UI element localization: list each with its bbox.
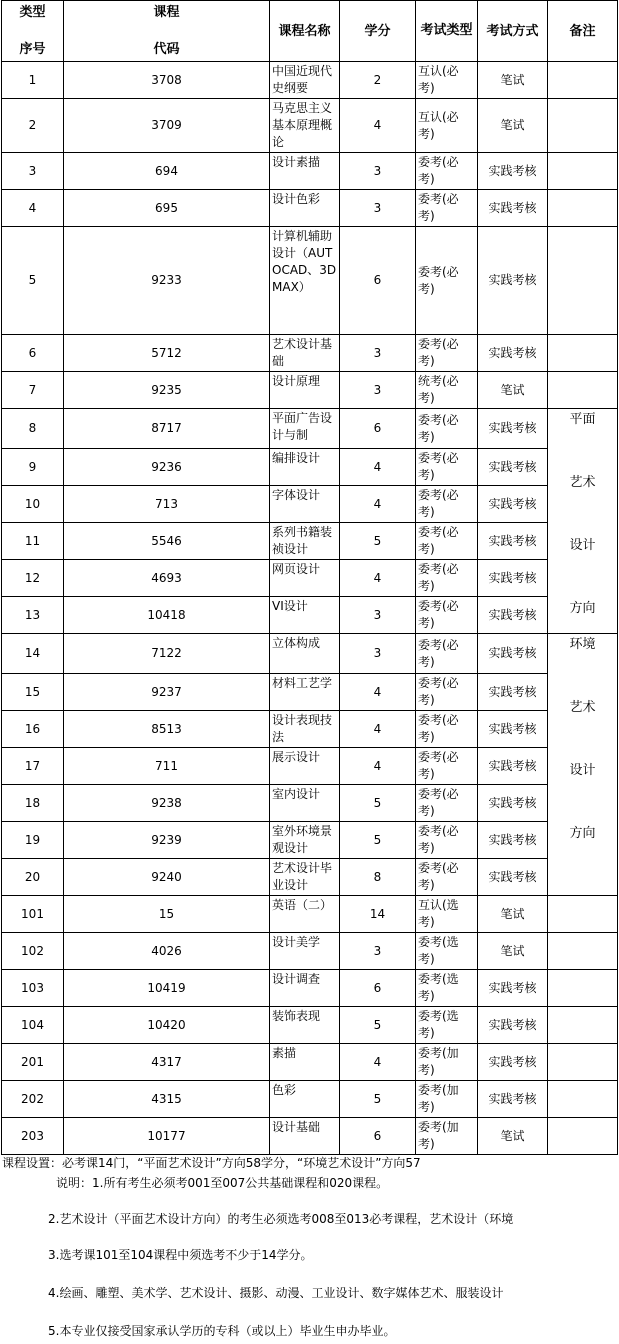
row-code: 9239 (64, 822, 270, 859)
row-course-name: 设计美学 (270, 933, 340, 970)
row-code: 10419 (64, 970, 270, 1007)
header-code (64, 1, 270, 62)
header-row (2, 1, 618, 62)
row-exam-type: 委考(必考) (416, 153, 478, 190)
row-code: 9240 (64, 859, 270, 896)
row-credit: 4 (340, 486, 416, 523)
row-seq: 12 (2, 560, 64, 597)
row-course-name: 设计调查 (270, 970, 340, 1007)
row-remark (548, 1007, 618, 1044)
row-code: 4693 (64, 560, 270, 597)
row-exam-mode: 实践考核 (478, 711, 548, 748)
row-credit: 6 (340, 227, 416, 335)
row-credit: 4 (340, 449, 416, 486)
row-credit: 3 (340, 153, 416, 190)
row-exam-type: 委考(必考) (416, 523, 478, 560)
row-remark (548, 970, 618, 1007)
row-credit: 5 (340, 1007, 416, 1044)
remark-word: 设计 (569, 538, 596, 553)
remark-graphic-design (548, 409, 618, 634)
table-row (2, 486, 618, 523)
table-row (2, 560, 618, 597)
row-remark (548, 227, 618, 335)
table-row (2, 1007, 618, 1044)
row-code: 5546 (64, 523, 270, 560)
header-code-label-1: 课程 (153, 5, 180, 20)
row-remark (548, 62, 618, 99)
row-seq: 103 (2, 970, 64, 1007)
row-code: 713 (64, 486, 270, 523)
row-course-name: 材料工艺学 (270, 674, 340, 711)
table-row (2, 190, 618, 227)
row-exam-type: 委考(必考) (416, 674, 478, 711)
row-code: 9235 (64, 372, 270, 409)
course-rows (2, 62, 618, 1155)
row-exam-type: 委考(必考) (416, 335, 478, 372)
row-exam-mode: 实践考核 (478, 486, 548, 523)
table-row (2, 896, 618, 933)
row-course-name: 设计原理 (270, 372, 340, 409)
row-exam-mode: 实践考核 (478, 785, 548, 822)
row-exam-type: 委考(必考) (416, 409, 478, 449)
row-remark (548, 190, 618, 227)
row-remark (548, 933, 618, 970)
row-remark (548, 1118, 618, 1155)
row-seq: 202 (2, 1081, 64, 1118)
row-exam-mode: 实践考核 (478, 970, 548, 1007)
row-course-name: 艺术设计基础 (270, 335, 340, 372)
row-exam-mode: 笔试 (478, 62, 548, 99)
row-seq: 20 (2, 859, 64, 896)
table-row (2, 1081, 618, 1118)
row-credit: 8 (340, 859, 416, 896)
row-exam-mode: 实践考核 (478, 335, 548, 372)
row-exam-mode: 实践考核 (478, 1044, 548, 1081)
row-credit: 3 (340, 335, 416, 372)
row-seq: 10 (2, 486, 64, 523)
remark-word: 方向 (569, 826, 596, 841)
table-row (2, 822, 618, 859)
row-seq: 8 (2, 409, 64, 449)
row-seq: 101 (2, 896, 64, 933)
remark-word: 设计 (569, 763, 596, 778)
row-exam-type: 互认(必考) (416, 99, 478, 153)
row-course-name: 中国近现代史纲要 (270, 62, 340, 99)
row-exam-type: 委考(必考) (416, 560, 478, 597)
row-seq: 201 (2, 1044, 64, 1081)
row-code: 10177 (64, 1118, 270, 1155)
row-seq: 7 (2, 372, 64, 409)
row-seq: 15 (2, 674, 64, 711)
row-credit: 14 (340, 896, 416, 933)
row-course-name: 素描 (270, 1044, 340, 1081)
table-row (2, 1118, 618, 1155)
row-exam-type: 委考(选考) (416, 933, 478, 970)
row-code: 9237 (64, 674, 270, 711)
row-remark (548, 335, 618, 372)
remark-word: 方向 (569, 601, 596, 616)
row-exam-type: 委考(必考) (416, 597, 478, 634)
row-seq: 6 (2, 335, 64, 372)
row-code: 4315 (64, 1081, 270, 1118)
row-credit: 3 (340, 597, 416, 634)
row-credit: 4 (340, 748, 416, 785)
row-remark (548, 1081, 618, 1118)
row-course-name: 展示设计 (270, 748, 340, 785)
row-course-name: 系列书籍装祯设计 (270, 523, 340, 560)
row-remark (548, 1044, 618, 1081)
row-exam-mode: 实践考核 (478, 859, 548, 896)
row-exam-type: 委考(必考) (416, 822, 478, 859)
remark-word: 平面 (569, 412, 596, 427)
remark-word: 环境 (569, 637, 596, 652)
row-exam-type: 委考(必考) (416, 227, 478, 335)
table-row (2, 933, 618, 970)
row-seq: 19 (2, 822, 64, 859)
row-code: 9233 (64, 227, 270, 335)
row-exam-mode: 笔试 (478, 1118, 548, 1155)
row-course-name: 设计基础 (270, 1118, 340, 1155)
row-course-name: 设计表现技法 (270, 711, 340, 748)
header-course-name: 课程名称 (270, 1, 340, 62)
course-table (1, 0, 618, 1155)
row-code: 10420 (64, 1007, 270, 1044)
row-remark (548, 153, 618, 190)
row-credit: 4 (340, 711, 416, 748)
row-exam-mode: 实践考核 (478, 634, 548, 674)
row-exam-mode: 实践考核 (478, 748, 548, 785)
row-code: 9236 (64, 449, 270, 486)
header-type-label: 类型 (19, 5, 46, 20)
row-exam-mode: 实践考核 (478, 409, 548, 449)
header-code-label-2: 代码 (153, 42, 180, 57)
row-code: 9238 (64, 785, 270, 822)
row-remark (548, 896, 618, 933)
row-credit: 5 (340, 822, 416, 859)
row-exam-type: 委考(必考) (416, 859, 478, 896)
row-code: 3708 (64, 62, 270, 99)
table-row (2, 409, 618, 449)
header-exam-type: 考试类型 (416, 1, 478, 62)
row-exam-type: 委考(必考) (416, 449, 478, 486)
row-exam-mode: 实践考核 (478, 597, 548, 634)
row-course-name: 字体设计 (270, 486, 340, 523)
row-exam-type: 委考(加考) (416, 1081, 478, 1118)
row-course-name: 马克思主义基本原理概论 (270, 99, 340, 153)
row-code: 711 (64, 748, 270, 785)
row-seq: 3 (2, 153, 64, 190)
row-seq: 9 (2, 449, 64, 486)
table-row (2, 748, 618, 785)
row-credit: 4 (340, 99, 416, 153)
row-course-name: 室内设计 (270, 785, 340, 822)
row-seq: 13 (2, 597, 64, 634)
row-code: 10418 (64, 597, 270, 634)
row-exam-type: 互认(选考) (416, 896, 478, 933)
row-exam-type: 委考(选考) (416, 1007, 478, 1044)
row-seq: 5 (2, 227, 64, 335)
row-exam-type: 委考(必考) (416, 711, 478, 748)
note-4: 4.绘画、雕塑、美术学、艺术设计、摄影、动漫、工业设计、数字媒体艺术、服装设计 (48, 1286, 504, 1300)
row-credit: 4 (340, 1044, 416, 1081)
table-row (2, 970, 618, 1007)
row-exam-mode: 实践考核 (478, 560, 548, 597)
row-code: 5712 (64, 335, 270, 372)
row-remark (548, 372, 618, 409)
row-code: 8513 (64, 711, 270, 748)
table-row (2, 1044, 618, 1081)
table-row (2, 523, 618, 560)
row-exam-type: 委考(选考) (416, 970, 478, 1007)
row-exam-mode: 实践考核 (478, 523, 548, 560)
row-exam-mode: 实践考核 (478, 1081, 548, 1118)
row-seq: 4 (2, 190, 64, 227)
table-row (2, 372, 618, 409)
row-credit: 3 (340, 372, 416, 409)
row-course-name: 网页设计 (270, 560, 340, 597)
row-exam-mode: 实践考核 (478, 822, 548, 859)
table-row (2, 99, 618, 153)
row-course-name: 色彩 (270, 1081, 340, 1118)
row-course-name: 设计色彩 (270, 190, 340, 227)
row-credit: 6 (340, 409, 416, 449)
row-course-name: 编排设计 (270, 449, 340, 486)
row-exam-type: 委考(必考) (416, 634, 478, 674)
row-exam-mode: 实践考核 (478, 190, 548, 227)
table-row (2, 711, 618, 748)
row-remark (548, 99, 618, 153)
remark-environment-design (548, 634, 618, 896)
table-row (2, 785, 618, 822)
row-exam-mode: 笔试 (478, 933, 548, 970)
row-exam-mode: 实践考核 (478, 227, 548, 335)
row-seq: 203 (2, 1118, 64, 1155)
row-course-name: 立体构成 (270, 634, 340, 674)
row-exam-type: 委考(必考) (416, 785, 478, 822)
remark-word: 艺术 (569, 475, 596, 490)
row-course-name: 计算机辅助设计（AUTOCAD、3DMAX） (270, 227, 340, 335)
table-row (2, 62, 618, 99)
table-row (2, 597, 618, 634)
row-seq: 18 (2, 785, 64, 822)
row-credit: 3 (340, 933, 416, 970)
note-2: 2.艺术设计（平面艺术设计方向）的考生必须选考008至013必考课程，艺术设计（环境 (48, 1212, 514, 1226)
row-code: 4026 (64, 933, 270, 970)
row-seq: 104 (2, 1007, 64, 1044)
row-code: 3709 (64, 99, 270, 153)
row-exam-type: 统考(必考) (416, 372, 478, 409)
note-3: 3.选考课101至104课程中须选考不少于14学分。 (48, 1248, 313, 1262)
row-course-name: 平面广告设计与制 (270, 409, 340, 449)
row-code: 15 (64, 896, 270, 933)
table-row (2, 859, 618, 896)
row-code: 8717 (64, 409, 270, 449)
row-exam-mode: 实践考核 (478, 674, 548, 711)
row-credit: 6 (340, 970, 416, 1007)
header-type-seq (2, 1, 64, 62)
row-code: 695 (64, 190, 270, 227)
table-row (2, 153, 618, 190)
row-seq: 1 (2, 62, 64, 99)
row-seq: 17 (2, 748, 64, 785)
row-seq: 102 (2, 933, 64, 970)
row-exam-mode: 笔试 (478, 99, 548, 153)
row-exam-type: 委考(必考) (416, 486, 478, 523)
row-exam-mode: 笔试 (478, 372, 548, 409)
row-course-name: 英语（二） (270, 896, 340, 933)
row-code: 694 (64, 153, 270, 190)
row-exam-type: 互认(必考) (416, 62, 478, 99)
remark-word: 艺术 (569, 700, 596, 715)
row-course-name: VI设计 (270, 597, 340, 634)
note-1: 说明：1.所有考生必须考001至007公共基础课程和020课程。 (56, 1176, 389, 1190)
table-row (2, 449, 618, 486)
row-credit: 3 (340, 190, 416, 227)
row-course-name: 艺术设计毕业设计 (270, 859, 340, 896)
row-exam-mode: 实践考核 (478, 153, 548, 190)
summary-text: 课程设置：必考课14门，“平面艺术设计”方向58学分，“环境艺术设计”方向57 (2, 1156, 421, 1170)
row-course-name: 室外环境景观设计 (270, 822, 340, 859)
row-credit: 5 (340, 785, 416, 822)
table-row (2, 674, 618, 711)
row-credit: 5 (340, 1081, 416, 1118)
row-exam-mode: 实践考核 (478, 1007, 548, 1044)
row-course-name: 设计素描 (270, 153, 340, 190)
row-credit: 3 (340, 634, 416, 674)
note-5: 5.本专业仅接受国家承认学历的专科（或以上）毕业生申办毕业。 (48, 1324, 396, 1338)
row-credit: 2 (340, 62, 416, 99)
table-row (2, 227, 618, 335)
row-course-name: 装饰表现 (270, 1007, 340, 1044)
row-seq: 14 (2, 634, 64, 674)
row-credit: 4 (340, 560, 416, 597)
table-row (2, 335, 618, 372)
row-exam-type: 委考(必考) (416, 748, 478, 785)
row-credit: 4 (340, 674, 416, 711)
header-seq-label: 序号 (19, 42, 46, 57)
table-row (2, 634, 618, 674)
row-credit: 5 (340, 523, 416, 560)
row-seq: 11 (2, 523, 64, 560)
row-exam-type: 委考(加考) (416, 1044, 478, 1081)
row-exam-mode: 笔试 (478, 896, 548, 933)
row-seq: 2 (2, 99, 64, 153)
row-credit: 6 (340, 1118, 416, 1155)
row-seq: 16 (2, 711, 64, 748)
header-remark: 备注 (548, 1, 618, 62)
row-exam-type: 委考(必考) (416, 190, 478, 227)
row-exam-mode: 实践考核 (478, 449, 548, 486)
row-code: 7122 (64, 634, 270, 674)
row-code: 4317 (64, 1044, 270, 1081)
header-exam-mode: 考试方式 (478, 1, 548, 62)
header-credit: 学分 (340, 1, 416, 62)
row-exam-type: 委考(加考) (416, 1118, 478, 1155)
